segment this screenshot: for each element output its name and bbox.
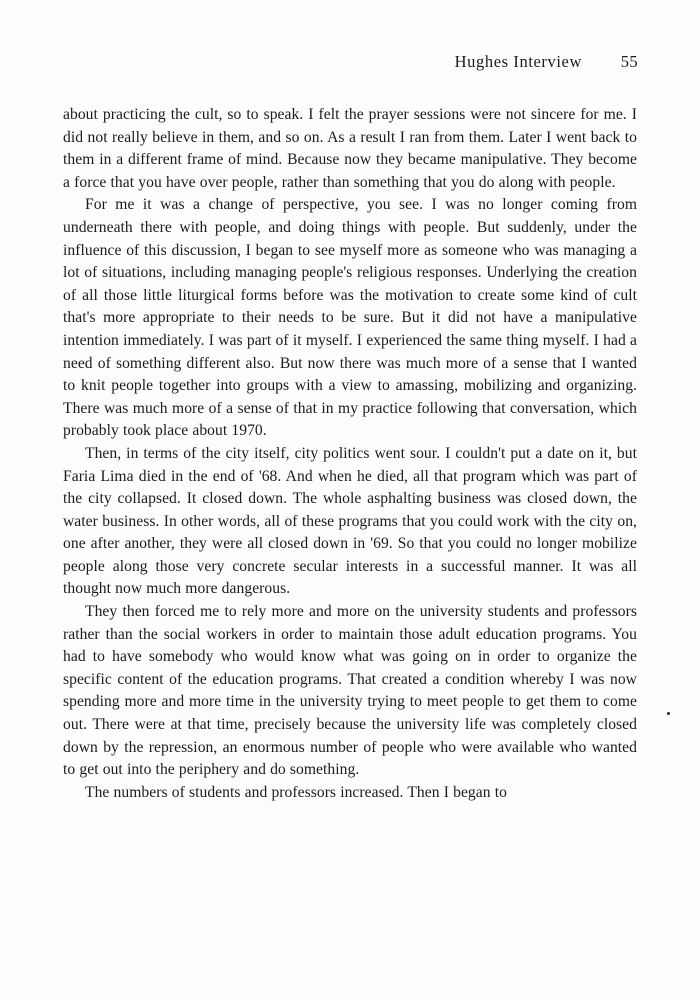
paragraph: about practicing the cult, so to speak. I felt the prayer sessions were not sincere for me. I did not really believe in them, and so on. As a result I ran from them. Later I went back to them in a different frame of mind. Because now they became manipulative. They become a force that you have over people, rather than something that you do along with people. xyxy=(63,106,637,191)
body-text xyxy=(63,104,637,804)
paragraph: They then forced me to rely more and more on the university students and professors rather than the social workers in order to maintain those adult education programs. You had to have somebody who would know what was going on in order to organize the specific content of the education programs. That created a condition whereby I was now spending more and more time in the university trying to meet people to get them to come out. There were at that time, precisely because the university life was completely closed down by the repression, an enormous number of people who were available who wanted to get out into the periphery and do something. xyxy=(63,603,637,779)
page-number: 55 xyxy=(620,52,638,71)
paragraph: For me it was a change of perspective, you see. I was no longer coming from underneath there with people, and doing things with people. But suddenly, under the influence of this discussion, I began to see myself more as someone who was managing a lot of situations, including managing people's religious responses. Underlying the creation of all those little liturgical forms before was the motivation to create some kind of cult that's more appropriate to their needs to be sure. But it did not have a manipulative intention immediately. I was part of it myself. I experienced the same thing myself. I had a need of something different also. But now there was much more of a sense that I wanted to knit people together into groups with a view to amassing, mobilizing and organizing. There was much more of a sense of that in my practice following that conversation, which probably took place about 1970. xyxy=(63,196,637,440)
running-head-title: Hughes Interview xyxy=(454,52,582,71)
paragraph: Then, in terms of the city itself, city politics went sour. I couldn't put a date on it, but Faria Lima died in the end of '68. And when he died, all that program which was part of the city collapsed. It closed down. The whole asphalting business was closed down, the water business. In other words, all of these programs that you could work with the city on, one after another, they were all closed down in '69. So that you could no longer mobilize people along those very concrete secular interests in a successful manner. It was all thought now much more dangerous. xyxy=(63,444,637,598)
running-head xyxy=(62,52,638,78)
margin-mark xyxy=(667,712,670,715)
paragraph: The numbers of students and professors increased. Then I began to xyxy=(85,783,507,801)
